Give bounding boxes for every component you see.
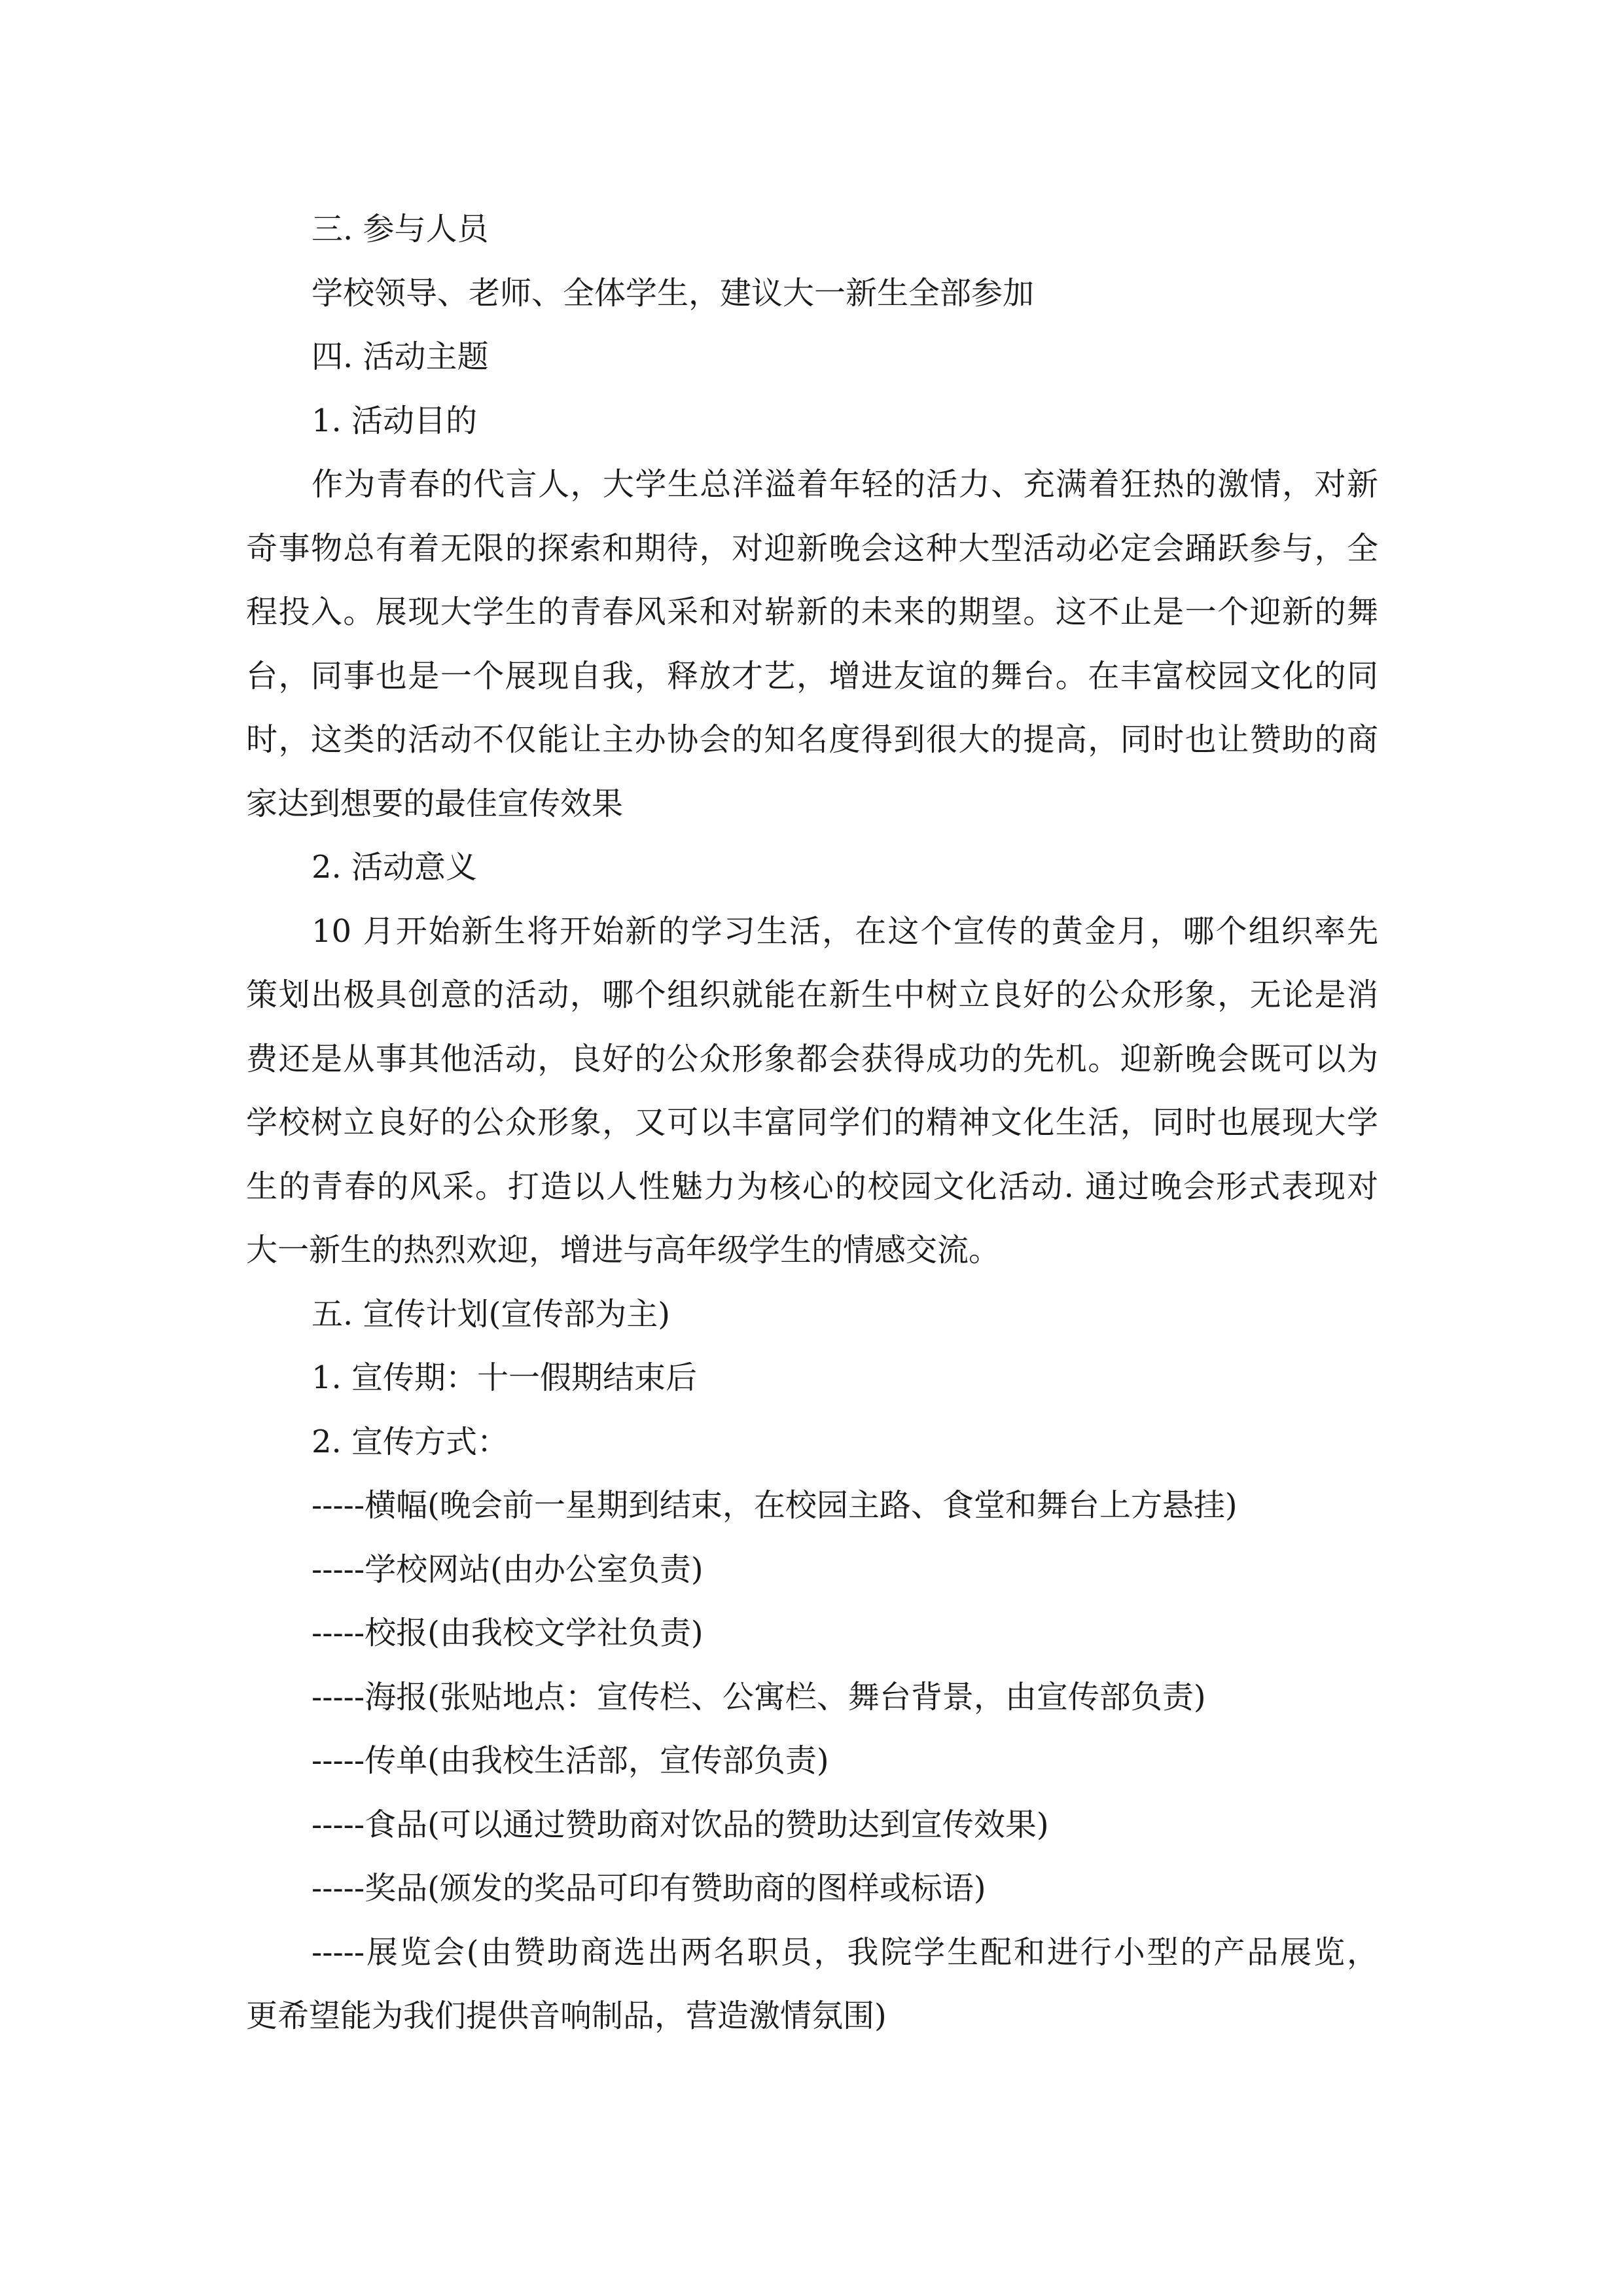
paragraph-line: 作为青春的代言人，大学生总洋溢着年轻的活力、充满着狂热的激情，对新 — [312, 466, 1378, 503]
paragraph-line: 学校树立良好的公众形象，又可以丰富同学们的精神文化生活，同时也展现大学 — [246, 1104, 1378, 1141]
subsection-heading: 1. 活动目的 — [312, 402, 478, 439]
paragraph-line: 家达到想要的最佳宣传效果 — [246, 785, 624, 822]
subsection-heading: 2. 活动意义 — [312, 849, 478, 886]
list-item: -----校报(由我校文学社负责) — [312, 1615, 704, 1651]
paragraph-line: 策划出极具创意的活动，哪个组织就能在新生中树立良好的公众形象，无论是消 — [246, 977, 1378, 1013]
section-heading: 三. 参与人员 — [312, 211, 489, 247]
paragraph-line: 费还是从事其他活动，良好的公众形象都会获得成功的先机。迎新晚会既可以为 — [246, 1040, 1378, 1077]
list-item: -----学校网站(由办公室负责) — [312, 1551, 704, 1588]
list-item: -----展览会(由赞助商选出两名职员，我院学生配和进行小型的产品展览， — [312, 1933, 1378, 1971]
list-item: -----奖品(颁发的奖品可印有赞助商的图样或标语) — [312, 1870, 986, 1907]
list-item: 更希望能为我们提供音响制品，营造激情氛围) — [246, 1998, 887, 2034]
section-heading: 五. 宣传计划(宣传部为主) — [312, 1295, 670, 1333]
list-item: 1. 宣传期：十一假期结束后 — [312, 1359, 698, 1396]
paragraph-line: 学校领导、老师、全体学生，建议大一新生全部参加 — [312, 274, 1035, 312]
subsection-heading: 2. 宣传方式： — [312, 1423, 509, 1460]
list-item: -----食品(可以通过赞助商对饮品的赞助达到宣传效果) — [312, 1806, 1049, 1843]
paragraph-line: 大一新生的热烈欢迎，增进与高年级学生的情感交流。 — [246, 1232, 1001, 1268]
paragraph-line: 时，这类的活动不仅能让主办协会的知名度得到很大的提高，同时也让赞助的商 — [246, 721, 1378, 758]
list-item: -----海报(张贴地点：宣传栏、公寓栏、舞台背景，由宣传部负责) — [312, 1678, 1206, 1715]
paragraph-line: 生的青春的风采。打造以人性魅力为核心的校园文化活动. 通过晚会形式表现对 — [246, 1168, 1378, 1205]
list-item: -----横幅(晚会前一星期到结束，在校园主路、食堂和舞台上方悬挂) — [312, 1487, 1238, 1524]
paragraph-line: 程投入。展现大学生的青春风采和对崭新的未来的期望。这不止是一个迎新的舞 — [246, 594, 1378, 630]
paragraph-line: 台，同事也是一个展现自我，释放才艺，增进友谊的舞台。在丰富校园文化的同 — [246, 657, 1378, 694]
list-item: -----传单(由我校生活部，宣传部负责) — [312, 1742, 829, 1779]
paragraph-line: 奇事物总有着无限的探索和期待，对迎新晚会这种大型活动必定会踊跃参与，全 — [246, 529, 1378, 567]
paragraph-line: 10 月开始新生将开始新的学习生活，在这个宣传的黄金月，哪个组织率先 — [312, 912, 1378, 950]
document-body — [246, 198, 1378, 2049]
section-heading: 四. 活动主题 — [312, 338, 489, 375]
